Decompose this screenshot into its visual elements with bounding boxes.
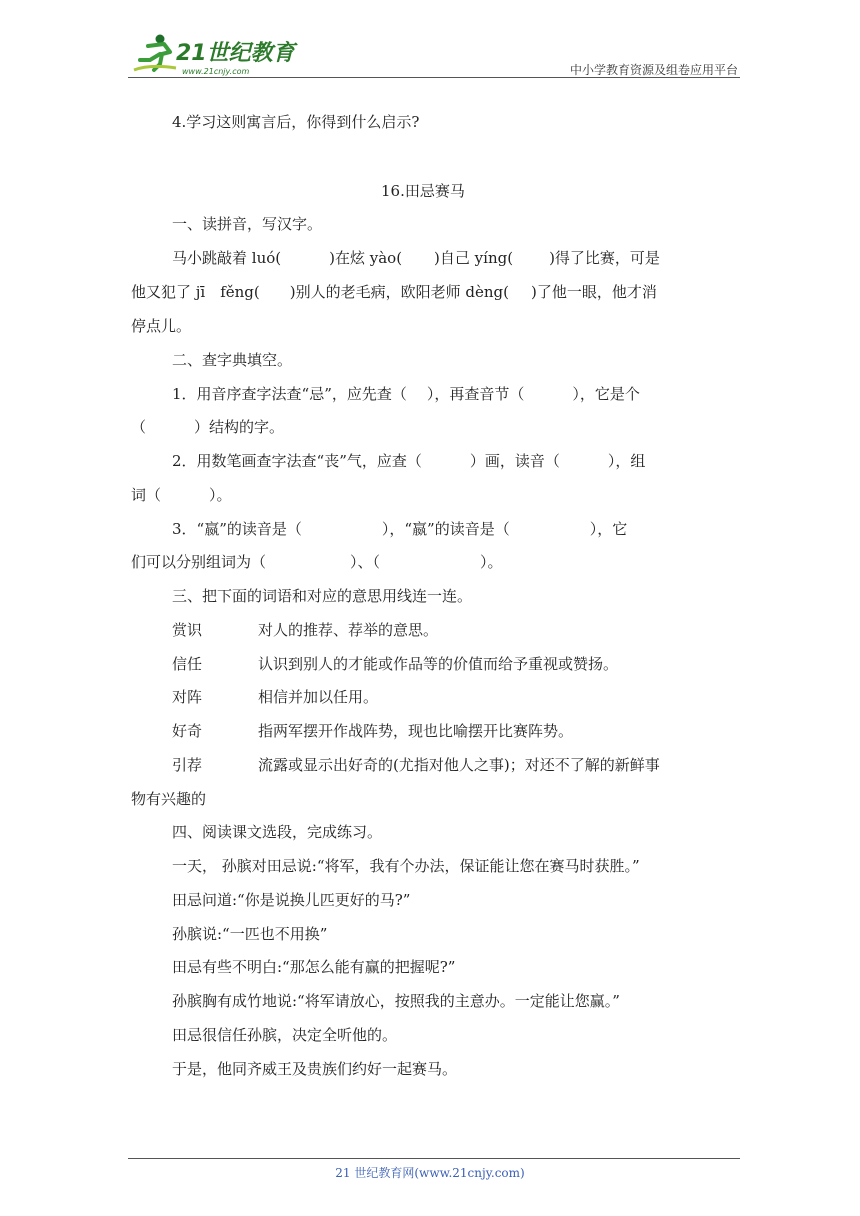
s3-meaning-1: 对人的推荐、荐举的意思。	[258, 621, 439, 639]
passage-line-2: 田忌问道:“你是说换儿匹更好的马?”	[172, 891, 411, 909]
passage-line-5: 孙膑胸有成竹地说:“将军请放心，按照我的主意办。一定能让您赢。”	[172, 992, 620, 1010]
page-header	[130, 30, 740, 78]
passage-line-1: 一天， 孙膑对田忌说:“将军，我有个办法，保证能让您在赛马时获胜。”	[172, 857, 640, 875]
section-2-q1-line-2: （ ）结构的字。	[131, 418, 285, 436]
footer-link[interactable]: 21 世纪教育网(www.21cnjy.com)	[335, 1166, 525, 1180]
question-4: 4.学习这则寓言后，你得到什么启示?	[172, 113, 420, 131]
svg-text:21世纪教育: 21世纪教育	[176, 41, 295, 66]
section-1-para-line-1: 马小跳敲着 luó( )在炫 yào( )自己 yíng( )得了比赛，可是	[172, 249, 660, 267]
section-4-heading: 四、阅读课文选段，完成练习。	[172, 823, 383, 841]
s3-meaning-4: 指两军摆开作战阵势，现也比喻摆开比赛阵势。	[258, 722, 574, 740]
s3-word-3: 对阵	[172, 688, 203, 706]
svg-text:www.21cnjy.com: www.21cnjy.com	[182, 67, 250, 76]
passage-line-6: 田忌很信任孙膑，决定全听他的。	[172, 1026, 398, 1044]
passage-line-3: 孙膑说:“一匹也不用换”	[172, 925, 328, 943]
s3-word-4: 好奇	[172, 722, 203, 740]
section-2-q2-line-2: 词（ ）。	[131, 486, 232, 504]
s3-meaning-5: 流露或显示出好奇的(尤指对他人之事)；对还不了解的新鲜事	[258, 756, 660, 774]
section-1-para-line-2: 他又犯了 jī fěng( )别人的老毛病，欧阳老师 dèng( )了他一眼，他才消	[131, 283, 657, 301]
s3-word-1: 赏识	[172, 621, 203, 639]
section-1-heading: 一、读拼音，写汉字。	[172, 215, 323, 233]
platform-name: 中小学教育资源及组卷应用平台	[569, 63, 738, 77]
s3-meaning-2: 认识到别人的才能或作品等的价值而给予重视或赞扬。	[258, 655, 619, 673]
section-2-q2-line-1: 2．用数笔画查字法查“丧”气，应查（ ）画，读音（ ），组	[172, 452, 646, 470]
s3-word-2: 信任	[172, 655, 203, 673]
passage-line-7: 于是，他同齐威王及贵族们约好一起赛马。	[172, 1060, 458, 1078]
runner-icon	[134, 35, 176, 71]
lesson-title: 16.田忌赛马	[381, 182, 465, 200]
section-2-q3-line-2: 们可以分别组词为（ ）、（ ）。	[131, 553, 503, 571]
header-divider	[128, 77, 740, 78]
site-logo	[130, 30, 300, 76]
s3-word-5: 引荐	[172, 756, 203, 774]
section-2-heading: 二、查字典填空。	[172, 351, 293, 369]
section-2-q3-line-1: 3．“嬴”的读音是（ ），“嬴”的读音是（ ），它	[172, 520, 628, 538]
section-3-heading: 三、把下面的词语和对应的意思用线连一连。	[172, 587, 473, 605]
s3-meaning-3: 相信并加以任用。	[258, 688, 379, 706]
footer-divider	[128, 1158, 740, 1159]
section-2-q1-line-1: 1．用音序查字法查“忌”，应先查（ ），再查音节（ ），它是个	[172, 385, 640, 403]
s3-meaning-5-cont: 物有兴趣的	[131, 790, 207, 808]
section-1-para-line-3: 停点儿。	[131, 317, 192, 335]
passage-line-4: 田忌有些不明白:“那怎么能有赢的把握呢?”	[172, 958, 456, 976]
